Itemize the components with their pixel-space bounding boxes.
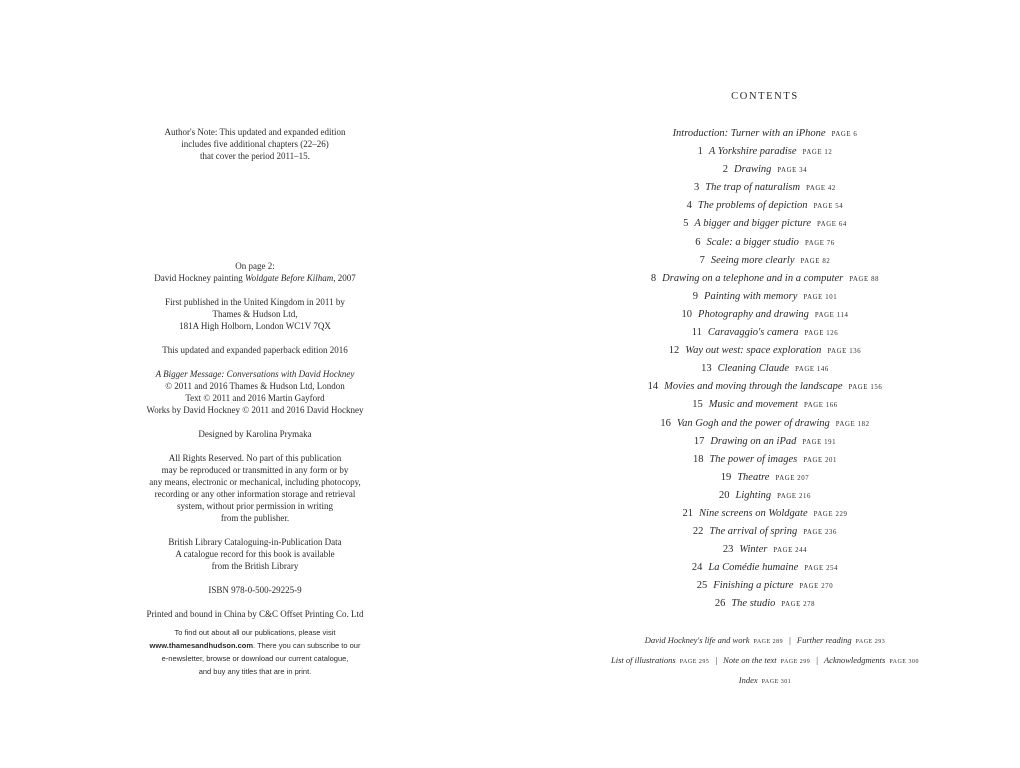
- toc-entry[interactable]: [510, 306, 1020, 324]
- toc-chapter-title: Nine screens on Woldgate: [699, 507, 808, 519]
- toc-chapter-number: 25: [696, 580, 708, 592]
- toc-page-number: PAGE 88: [849, 275, 880, 283]
- toc-entry[interactable]: [510, 541, 1020, 559]
- back-matter-entry[interactable]: [611, 655, 709, 665]
- toc-page-number: PAGE 229: [813, 510, 848, 518]
- back-matter-separator: |: [816, 655, 818, 665]
- back-matter-page: PAGE 293: [855, 639, 886, 645]
- toc-chapter-title: The power of images: [709, 453, 798, 465]
- toc-entry[interactable]: [510, 161, 1020, 179]
- toc-page-number: PAGE 76: [804, 239, 835, 247]
- toc-chapter-number: 17: [693, 435, 705, 447]
- toc-chapter-title: The arrival of spring: [709, 526, 798, 538]
- toc-page-number: PAGE 6: [831, 131, 858, 138]
- toc-chapter-title: Movies and moving through the landscape: [664, 381, 843, 393]
- cip-line: from the British Library: [211, 561, 299, 571]
- toc-chapter-number: 21: [682, 507, 694, 519]
- toc-entry[interactable]: [510, 559, 1020, 577]
- toc-chapter-title: Finishing a picture: [713, 580, 794, 592]
- toc-chapter-number: 3: [694, 182, 700, 194]
- toc-chapter-title: A bigger and bigger picture: [694, 218, 812, 230]
- toc-entry[interactable]: [510, 179, 1020, 197]
- first-published-line: 181A High Holborn, London WC1V 7QX: [179, 321, 331, 331]
- back-matter-title: David Hockney's life and work: [644, 635, 750, 645]
- toc-chapter-number: 16: [660, 417, 671, 429]
- author-note-line: Author's Note: This updated and expanded edition: [164, 127, 346, 137]
- edition-note: This updated and expanded paperback edition 2016: [162, 345, 348, 355]
- rights-line: from the publisher.: [220, 513, 290, 523]
- promo-line: and buy any titles that are in print.: [198, 667, 312, 676]
- author-note-line: includes five additional chapters (22–26): [181, 139, 329, 149]
- cover-caption-line: [0, 272, 510, 284]
- toc-entry[interactable]: [510, 487, 1020, 505]
- toc-chapter-number: 11: [691, 327, 702, 339]
- toc-entry[interactable]: [510, 595, 1020, 613]
- back-matter: [510, 631, 1020, 691]
- copyright-line: © 2011 and 2016 Thames & Hudson Ltd, London: [165, 381, 345, 391]
- toc-page-number: PAGE 236: [803, 529, 838, 537]
- toc-entry[interactable]: [510, 125, 1020, 143]
- toc-entry[interactable]: [510, 396, 1020, 414]
- toc-chapter-number: 12: [668, 345, 680, 357]
- rights-line: All Rights Reserved. No part of this publication: [168, 453, 342, 463]
- copyright-block: [0, 368, 510, 416]
- printed-note: Printed and bound in China by C&C Offset Printing Co. Ltd: [146, 609, 364, 619]
- toc-chapter-title: The trap of naturalism: [705, 182, 801, 194]
- rights-line: recording or any other information storage and retrieval: [154, 489, 356, 499]
- cover-caption-prefix: David Hockney painting: [154, 273, 245, 283]
- toc-chapter-title: Drawing: [734, 164, 772, 176]
- back-matter-page: PAGE 295: [679, 659, 710, 665]
- toc-page-number: PAGE 156: [848, 384, 883, 392]
- toc-chapter-number: 24: [691, 562, 703, 574]
- toc-entry[interactable]: [510, 288, 1020, 306]
- toc-entry[interactable]: [510, 197, 1020, 215]
- toc-chapter-number: 20: [719, 489, 730, 501]
- toc-entry[interactable]: [510, 433, 1020, 451]
- back-matter-separator: |: [715, 655, 718, 665]
- rights-line: system, without prior permission in writing: [177, 501, 333, 511]
- toc-page-number: PAGE 201: [803, 456, 838, 464]
- publisher-promo: [0, 626, 510, 678]
- first-published-line: First published in the United Kingdom in 2011 by: [165, 297, 345, 307]
- toc-entry[interactable]: [510, 324, 1020, 342]
- back-matter-page: PAGE 289: [753, 639, 784, 645]
- author-note: [0, 126, 510, 162]
- promo-line: e-newsletter, browse or download our current catalogue,: [161, 654, 349, 663]
- toc-chapter-title: Cleaning Claude: [717, 363, 790, 375]
- toc-page-number: PAGE 166: [803, 402, 838, 410]
- promo-line-rest: . There you can subscribe to our: [253, 641, 361, 650]
- toc-chapter-number: 1: [697, 146, 703, 158]
- first-published: [0, 296, 510, 332]
- toc-page-number: PAGE 216: [777, 492, 811, 500]
- back-matter-title: Note on the text: [723, 655, 777, 665]
- copyright-line: Text © 2011 and 2016 Martin Gayford: [185, 393, 325, 403]
- back-matter-title: Further reading: [796, 635, 852, 645]
- toc-entry[interactable]: [510, 215, 1020, 233]
- toc-page-number: PAGE 64: [817, 221, 847, 229]
- toc-page-number: PAGE 101: [803, 293, 838, 301]
- toc-chapter-number: 18: [692, 453, 704, 465]
- toc-entry[interactable]: [510, 252, 1020, 270]
- toc-chapter-title: Scale: a bigger studio: [706, 236, 799, 248]
- first-published-line: Thames & Hudson Ltd,: [212, 309, 298, 319]
- toc-entry[interactable]: [510, 270, 1020, 288]
- toc-entry[interactable]: [510, 234, 1020, 252]
- toc-chapter-number: 8: [650, 272, 657, 284]
- back-matter-line: [510, 631, 1020, 651]
- toc-page-number: PAGE 82: [800, 257, 831, 265]
- rights-notice: [0, 452, 510, 524]
- table-of-contents: [510, 125, 1020, 614]
- back-matter-separator: |: [789, 635, 791, 645]
- cip-line: British Library Cataloguing-in-Publication Data: [168, 537, 342, 547]
- promo-line: To find out about all our publications, please visit: [174, 628, 336, 637]
- toc-page-number: PAGE 207: [775, 474, 810, 482]
- toc-chapter-number: 26: [714, 598, 726, 610]
- toc-page-number: PAGE 136: [827, 348, 862, 356]
- back-matter-page: PAGE 301: [761, 679, 792, 685]
- toc-chapter-title: Seeing more clearly: [710, 254, 795, 266]
- toc-chapter-title: Introduction: Turner with an iPhone: [672, 128, 826, 139]
- toc-chapter-title: Theatre: [737, 471, 770, 483]
- toc-page-number: PAGE 146: [795, 366, 829, 374]
- promo-line: [0, 639, 510, 652]
- toc-chapter-title: La Comédie humaine: [708, 562, 799, 574]
- toc-page-number: PAGE 114: [814, 311, 849, 319]
- toc-chapter-title: Lighting: [735, 489, 772, 501]
- toc-entry[interactable]: [510, 342, 1020, 360]
- toc-chapter-number: 9: [692, 290, 699, 302]
- toc-entry[interactable]: [510, 143, 1020, 161]
- toc-entry[interactable]: [510, 415, 1020, 433]
- cover-caption: [0, 260, 510, 284]
- toc-entry[interactable]: [510, 378, 1020, 396]
- rights-line: may be reproduced or transmitted in any form or by: [161, 465, 349, 475]
- back-matter-title: Index: [738, 675, 758, 685]
- back-matter-line: [510, 671, 1020, 691]
- publisher-url-link[interactable]: www.thamesandhudson.com: [149, 641, 254, 650]
- back-matter-entry[interactable]: [739, 675, 792, 685]
- toc-page-number: PAGE 126: [804, 330, 839, 338]
- toc-chapter-number: 19: [720, 471, 732, 483]
- toc-page-number: PAGE 244: [773, 547, 808, 555]
- back-matter-entry[interactable]: [824, 655, 919, 665]
- copyright-book-title: A Bigger Message: Conversations with David Hockney: [155, 369, 355, 379]
- back-matter-line: [510, 651, 1020, 671]
- toc-chapter-number: 13: [701, 363, 712, 375]
- back-matter-page: PAGE 299: [780, 659, 811, 665]
- toc-chapter-title: Van Gogh and the power of drawing: [676, 417, 830, 429]
- toc-chapter-number: 6: [695, 236, 701, 248]
- toc-page-number: PAGE 270: [799, 583, 834, 591]
- toc-page-number: PAGE 182: [835, 420, 870, 428]
- toc-entry[interactable]: [510, 469, 1020, 487]
- toc-chapter-title: Drawing on a telephone and in a computer: [662, 272, 844, 284]
- toc-chapter-number: 14: [647, 381, 659, 393]
- toc-chapter-number: 4: [686, 200, 692, 212]
- cip-data: [0, 536, 510, 572]
- toc-page-number: PAGE 54: [813, 203, 844, 211]
- back-matter-title: List of illustrations: [611, 655, 676, 665]
- toc-chapter-title: Caravaggio's camera: [707, 327, 799, 339]
- right-page: [510, 0, 1020, 768]
- toc-page-number: PAGE 254: [804, 565, 839, 573]
- toc-entry[interactable]: [510, 360, 1020, 378]
- author-note-line: that cover the period 2011–15.: [200, 151, 310, 161]
- designer-credit: Designed by Karolina Prymaka: [198, 429, 312, 439]
- copyright-line: Works by David Hockney © 2011 and 2016 David Hockney: [146, 405, 364, 415]
- toc-chapter-title: The problems of depiction: [697, 200, 808, 212]
- toc-entry[interactable]: [510, 451, 1020, 469]
- toc-entry[interactable]: [510, 577, 1020, 595]
- toc-page-number: PAGE 42: [806, 185, 836, 193]
- toc-entry[interactable]: [510, 505, 1020, 523]
- toc-chapter-title: Way out west: space exploration: [685, 345, 822, 357]
- back-matter-entry[interactable]: [645, 635, 783, 645]
- contents-title: CONTENTS: [731, 91, 799, 102]
- toc-chapter-title: Music and movement: [708, 399, 798, 411]
- toc-chapter-number: 10: [681, 308, 693, 320]
- back-matter-page: PAGE 300: [889, 659, 919, 665]
- cover-caption-title: Woldgate Before Kilham: [244, 273, 334, 283]
- back-matter-title: Acknowledgments: [823, 655, 886, 665]
- toc-chapter-title: Photography and drawing: [698, 308, 809, 320]
- back-matter-entry[interactable]: [723, 655, 810, 665]
- toc-chapter-number: 22: [692, 526, 704, 538]
- cip-line: A catalogue record for this book is available: [175, 549, 335, 559]
- toc-chapter-number: 5: [683, 218, 689, 230]
- back-matter-entry[interactable]: [797, 635, 885, 645]
- toc-chapter-number: 7: [699, 254, 705, 266]
- toc-chapter-title: The studio: [731, 598, 776, 610]
- cover-caption-suffix: , 2007: [333, 273, 356, 283]
- cover-caption-line: On page 2:: [235, 261, 275, 271]
- toc-entry[interactable]: [510, 523, 1020, 541]
- toc-chapter-number: 15: [692, 399, 703, 411]
- rights-line: any means, electronic or mechanical, including photocopy,: [149, 477, 361, 487]
- toc-chapter-number: 23: [722, 544, 734, 556]
- toc-page-number: PAGE 278: [781, 601, 816, 609]
- toc-page-number: PAGE 34: [777, 167, 808, 175]
- toc-chapter-title: Painting with memory: [704, 290, 798, 302]
- toc-chapter-title: A Yorkshire paradise: [708, 146, 797, 158]
- toc-page-number: PAGE 191: [802, 438, 837, 446]
- toc-chapter-title: Drawing on an iPad: [710, 435, 797, 447]
- imprint-block: [0, 260, 510, 632]
- toc-page-number: PAGE 12: [802, 149, 833, 157]
- toc-chapter-title: Winter: [739, 544, 768, 556]
- toc-chapter-number: 2: [722, 164, 729, 176]
- isbn: ISBN 978-0-500-29225-9: [208, 585, 302, 595]
